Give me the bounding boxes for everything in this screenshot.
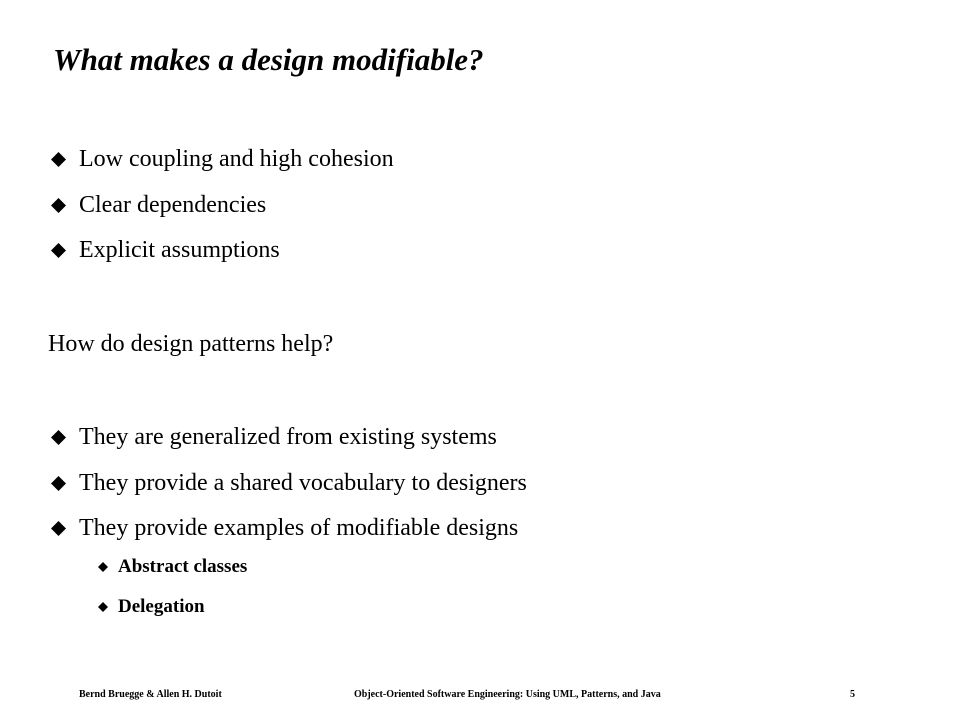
small-diamond-bullet-icon	[98, 602, 108, 612]
footer-authors: Bernd Bruegge & Allen H. Dutoit	[79, 689, 222, 700]
bullet-text: Explicit assumptions	[79, 237, 280, 263]
page-number: 5	[850, 689, 855, 700]
diamond-bullet-icon	[51, 152, 66, 167]
slide-title: What makes a design modifiable?	[53, 42, 484, 77]
question-line: How do design patterns help?	[48, 331, 334, 357]
bullet-text: They are generalized from existing systems	[79, 424, 497, 450]
bullet-text: Clear dependencies	[79, 191, 267, 218]
bullet-text: Low coupling and high cohesion	[79, 146, 394, 172]
small-diamond-bullet-icon	[98, 562, 108, 572]
sub-bullet-text: Abstract classes	[118, 556, 248, 577]
bullet-text: They provide a shared vocabulary to designers	[79, 469, 527, 496]
diamond-bullet-icon	[51, 430, 66, 445]
sub-bullet-text: Delegation	[118, 596, 205, 617]
diamond-bullet-icon	[51, 243, 66, 258]
bullet-text: They provide examples of modifiable designs	[79, 515, 519, 541]
diamond-bullet-icon	[51, 198, 66, 213]
footer-book-title: Object-Oriented Software Engineering: Using UML, Patterns, and Java	[354, 689, 661, 700]
diamond-bullet-icon	[51, 521, 66, 536]
diamond-bullet-icon	[51, 476, 66, 491]
